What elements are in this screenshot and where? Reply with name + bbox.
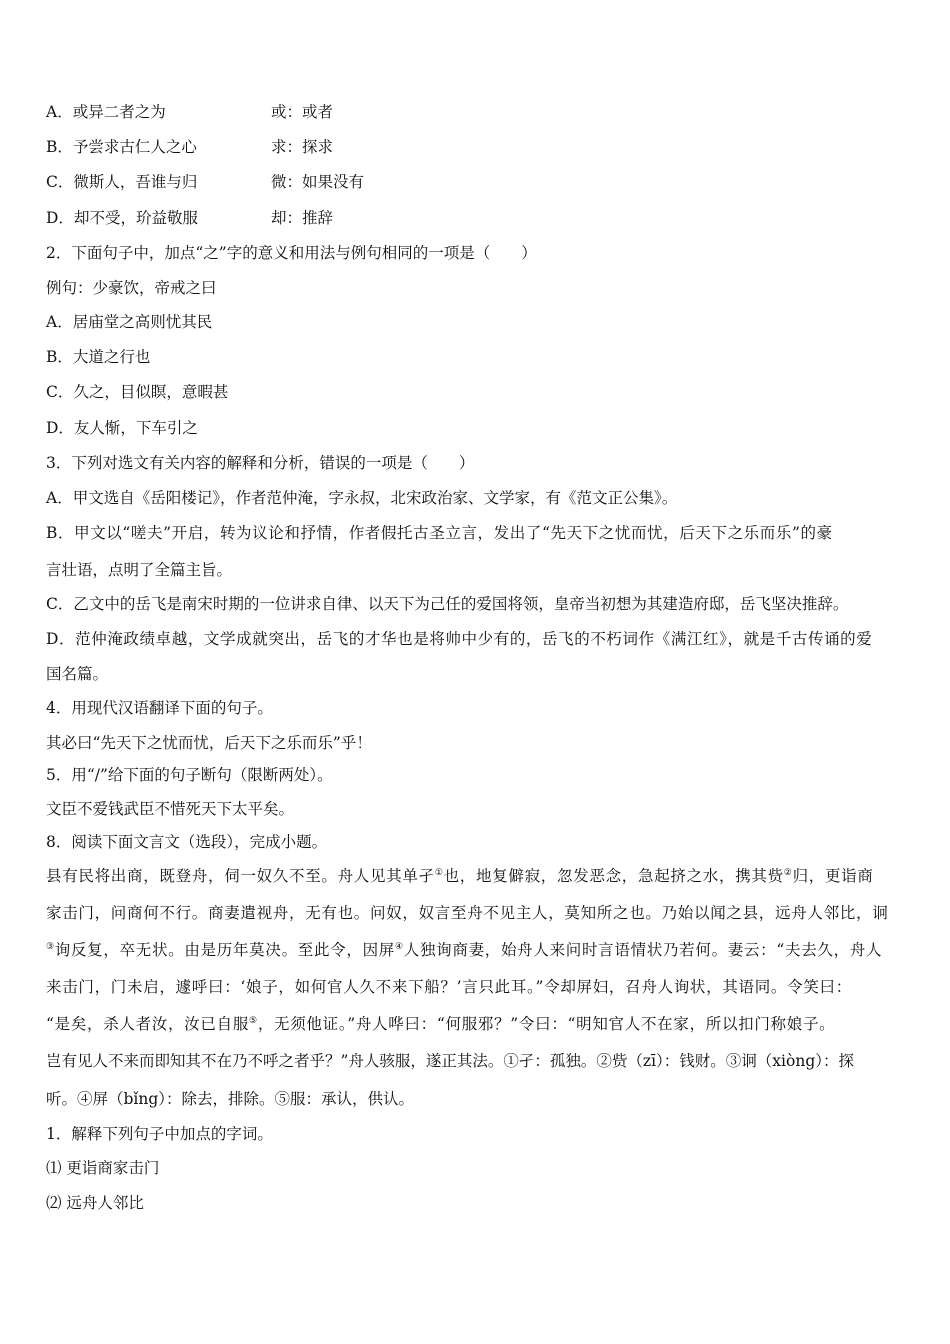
- passage-text: 询反复，卒无状。由是历年莫决。至此令，因屏: [54, 941, 395, 959]
- q4-stem: 4．用现代汉语翻译下面的句子。: [46, 699, 273, 717]
- q2-option-c: C．久之，目似瞑，意暇甚: [46, 383, 229, 401]
- passage-line-2: [46, 903, 888, 923]
- footnote-mark: ①: [434, 868, 444, 878]
- footnote-mark: ⑤: [249, 1016, 258, 1026]
- option-phrase: 微斯人，吾谁与归: [73, 173, 198, 191]
- passage-text: 也，地复僻寂，忽发恶念，急起挤之水，携其赀: [443, 867, 784, 885]
- q1-option-b: [46, 137, 334, 157]
- passage-text: 家击门，问商何不行。商妻遣视舟，无有也。问奴，奴言至舟不见主人，莫知所之也。乃始以闻之县，远舟人邻比，诇: [46, 904, 889, 922]
- option-meaning: 却：推辞: [271, 209, 334, 227]
- q3-option-d-line1: D．范仲淹政绩卓越，文学成就突出，岳飞的才华也是将帅中少有的，岳飞的不朽词作《满江红》，就是千古传诵的爱: [46, 630, 873, 648]
- option-meaning: 或：或者: [271, 103, 334, 121]
- option-phrase: A．: [46, 103, 73, 121]
- passage-text: “是矣，杀人者汝，汝已自服: [46, 1015, 250, 1033]
- option-meaning: 微：如果没有: [271, 173, 365, 191]
- passage-text: 县有民将出商，既登舟，伺一奴久不至。舟人见其单孑: [46, 867, 435, 885]
- passage-line-1: [46, 866, 874, 886]
- option-phrase: 却不受，玠益敬服: [73, 209, 198, 227]
- passage-text: 人独询商妻，始舟人来问时言语情状乃若何。妻云：“夫去久，舟人: [403, 941, 883, 959]
- q3-stem: 3．下列对选文有关内容的解释和分析，错误的一项是（ ）: [46, 454, 475, 472]
- passage-text: 归，更诣商: [792, 867, 874, 885]
- q1-option-c: [46, 172, 365, 192]
- q3-option-d-line2: 国名篇。: [46, 665, 109, 683]
- footnote-mark: ③: [46, 942, 55, 952]
- option-phrase: 或异二者之为: [72, 103, 166, 121]
- q2-stem: 2．下面句子中，加点“之”字的意义和用法与例句相同的一项是（ ）: [46, 244, 537, 262]
- q3-option-b-line2: 言壮语，点明了全篇主旨。: [46, 561, 233, 579]
- q3-option-b-line1: B．甲文以“嗟夫”开启，转为议论和抒情，作者假托古圣立言，发出了“先天下之忧而忧，后天下之乐而乐”的豪: [46, 524, 833, 542]
- q2-option-a: A．居庙堂之高则忧其民: [46, 313, 213, 331]
- passage-line-6: [46, 1051, 854, 1071]
- option-phrase: C．: [46, 173, 74, 191]
- q5-sentence: 文臣不爱钱武臣不惜死天下太平矣。: [46, 800, 295, 818]
- passage-line-4: [46, 977, 852, 997]
- passage-text: 听。④屏（bǐng）：除去，排除。⑤服：承认，供认。: [46, 1090, 415, 1108]
- q8-stem: 8．阅读下面文言文（选段），完成小题。: [46, 833, 328, 851]
- q2-option-b: B．大道之行也: [46, 348, 151, 366]
- q3-option-a: A．甲文选自《岳阳楼记》，作者范仲淹，字永叔，北宋政治家、文学家，有《范文正公集》。: [46, 489, 678, 507]
- footnote-mark: ④: [394, 942, 404, 952]
- passage-line-5: [46, 1014, 835, 1034]
- q5-stem: 5．用“/”给下面的句子断句（限断两处）。: [46, 766, 333, 784]
- q2-example: 例句：少豪饮，帝戒之曰: [46, 279, 217, 297]
- option-phrase: B．: [46, 138, 73, 156]
- option-meaning: 求：探求: [271, 138, 334, 156]
- passage-text: 岂有见人不来而即知其不在乃不呼之者乎？”舟人骇服，遂正其法。①孑：孤独。②赀（zī）：钱财。③诇（xiòng）：探: [46, 1052, 854, 1070]
- q3-option-c: C．乙文中的岳飞是南宋时期的一位讲求自律、以天下为己任的爱国将领，皇帝当初想为其建造府邸，岳飞坚决推辞。: [46, 595, 849, 613]
- sub-question-item-1: ⑴ 更诣商家击门: [46, 1159, 160, 1177]
- sub-question-item-2: ⑵ 远舟人邻比: [46, 1194, 144, 1212]
- passage-text: 来击门，门未启，遽呼曰：‘娘子，如何官人久不来下船？’言只此耳。”令却屏妇，召舟人询状，其语同。令笑曰：: [46, 978, 852, 996]
- passage-line-7: [46, 1089, 414, 1109]
- sub-question-stem: 1．解释下列句子中加点的字词。: [46, 1125, 273, 1143]
- option-phrase: 予尝求古仁人之心: [72, 138, 197, 156]
- passage-text: ，无须他证。”舟人哗曰：“何服邪？”令曰：“明知官人不在家，所以扣门称娘子。: [257, 1015, 836, 1033]
- q1-option-d: [46, 208, 334, 228]
- q2-option-d: D．友人惭，下车引之: [46, 419, 198, 437]
- q1-option-a: [46, 102, 334, 122]
- q4-sentence: 其必曰“先天下之忧而忧，后天下之乐而乐”乎！: [46, 734, 372, 752]
- option-phrase: D．: [46, 209, 74, 227]
- footnote-mark: ②: [783, 868, 793, 878]
- passage-line-3: [46, 940, 882, 960]
